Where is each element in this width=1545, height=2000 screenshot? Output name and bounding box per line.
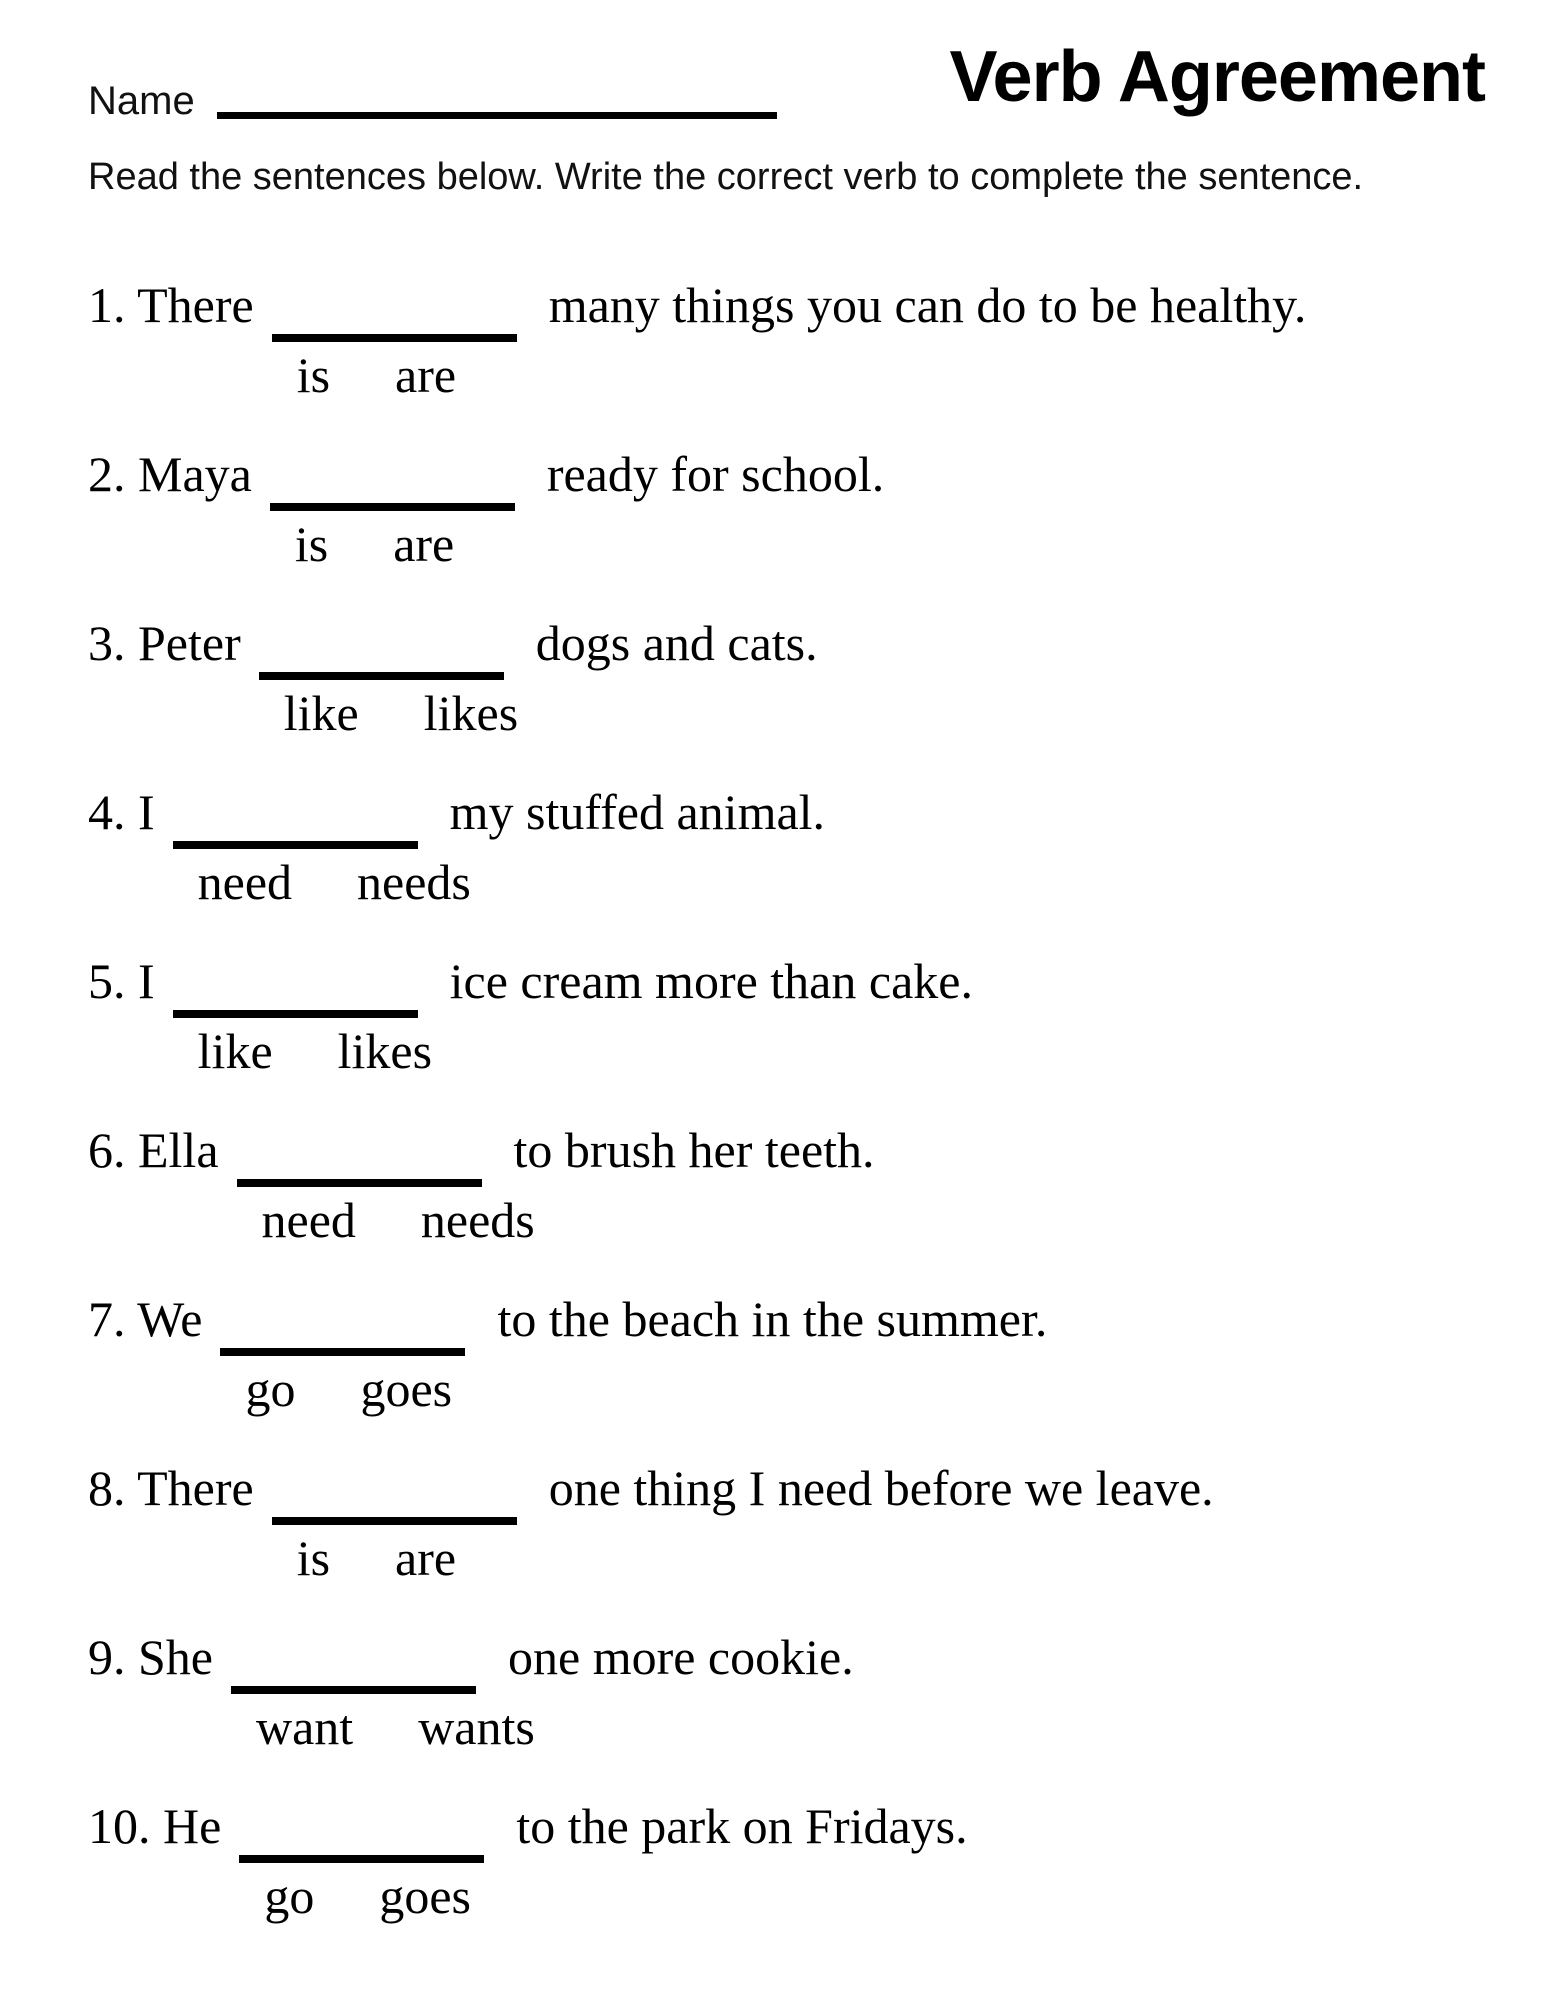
answer-blank[interactable]	[272, 322, 517, 403]
verb-option: are	[395, 1530, 457, 1586]
verb-option: is	[294, 516, 329, 572]
option-choices	[261, 1192, 535, 1248]
question-tail: ready for school.	[546, 446, 885, 502]
question-lead: 7. We	[88, 1291, 203, 1347]
verb-option: is	[296, 347, 331, 403]
option-choices	[197, 1023, 433, 1079]
verb-option: is	[296, 1530, 331, 1586]
question-sentence	[88, 784, 1545, 910]
question-tail: to the park on Fridays.	[516, 1798, 968, 1854]
question-item	[88, 953, 1545, 1125]
answer-blank[interactable]	[231, 1674, 535, 1755]
question-item	[88, 1122, 1545, 1294]
question-sentence	[88, 615, 1545, 741]
question-lead: 4. I	[88, 784, 155, 840]
question-item	[88, 1460, 1545, 1632]
question-sentence	[88, 446, 1545, 572]
verb-option: goes	[379, 1868, 471, 1924]
page-title: Verb Agreement	[949, 37, 1485, 117]
question-lead: 1. There	[88, 277, 254, 333]
question-sentence	[88, 1291, 1545, 1417]
verb-option: goes	[360, 1361, 453, 1417]
verb-option: are	[393, 516, 455, 572]
question-sentence	[88, 1798, 1545, 1924]
answer-blank[interactable]	[220, 1336, 465, 1417]
option-choices	[296, 1530, 457, 1586]
question-lead: 2. Maya	[88, 446, 252, 502]
question-lead: 6. Ella	[88, 1122, 219, 1178]
name-row	[88, 81, 777, 121]
question-lead: 3. Peter	[88, 615, 241, 671]
verb-option: likes	[337, 1023, 433, 1079]
verb-option: need	[197, 854, 293, 910]
question-item	[88, 784, 1545, 956]
question-tail: one more cookie.	[508, 1629, 854, 1685]
questions-list	[88, 277, 1545, 1970]
question-tail: dogs and cats.	[535, 615, 818, 671]
option-choices	[197, 854, 471, 910]
option-choices	[264, 1868, 471, 1924]
question-tail: one thing I need before we leave.	[548, 1460, 1214, 1516]
name-label: Name	[88, 79, 195, 123]
instructions-text: Read the sentences below. Write the correct verb to complete the sentence.	[88, 156, 1364, 198]
name-write-line[interactable]	[217, 112, 777, 119]
question-sentence	[88, 1629, 1545, 1755]
question-lead: 10. He	[88, 1798, 222, 1854]
option-choices	[256, 1699, 535, 1755]
question-lead: 5. I	[88, 953, 155, 1009]
question-sentence	[88, 277, 1545, 403]
option-choices	[283, 685, 519, 741]
option-choices	[294, 516, 455, 572]
question-lead: 8. There	[88, 1460, 254, 1516]
question-tail: many things you can do to be healthy.	[548, 277, 1307, 333]
answer-blank[interactable]	[270, 491, 515, 572]
verb-option: want	[256, 1699, 354, 1755]
question-sentence	[88, 953, 1545, 1079]
question-item	[88, 1629, 1545, 1801]
verb-option: go	[245, 1361, 296, 1417]
verb-option: are	[395, 347, 457, 403]
verb-option: needs	[420, 1192, 535, 1248]
verb-option: wants	[418, 1699, 535, 1755]
question-item	[88, 1798, 1545, 1970]
question-tail: to the beach in the summer.	[497, 1291, 1048, 1347]
question-sentence	[88, 1460, 1545, 1586]
question-lead: 9. She	[88, 1629, 213, 1685]
question-sentence	[88, 1122, 1545, 1248]
verb-option: like	[283, 685, 359, 741]
answer-blank[interactable]	[173, 829, 471, 910]
question-item	[88, 277, 1545, 449]
verb-option: like	[197, 1023, 273, 1079]
question-item	[88, 446, 1545, 618]
question-item	[88, 615, 1545, 787]
answer-blank[interactable]	[272, 1505, 517, 1586]
question-tail: my stuffed animal.	[449, 784, 826, 840]
answer-blank[interactable]	[259, 660, 519, 741]
verb-option: likes	[423, 685, 519, 741]
verb-option: needs	[357, 854, 471, 910]
answer-blank[interactable]	[237, 1167, 535, 1248]
question-tail: to brush her teeth.	[513, 1122, 875, 1178]
question-tail: ice cream more than cake.	[449, 953, 973, 1009]
answer-blank[interactable]	[239, 1843, 484, 1924]
option-choices	[296, 347, 457, 403]
option-choices	[245, 1361, 453, 1417]
answer-blank[interactable]	[173, 998, 433, 1079]
verb-option: go	[264, 1868, 315, 1924]
question-item	[88, 1291, 1545, 1463]
verb-option: need	[261, 1192, 356, 1248]
